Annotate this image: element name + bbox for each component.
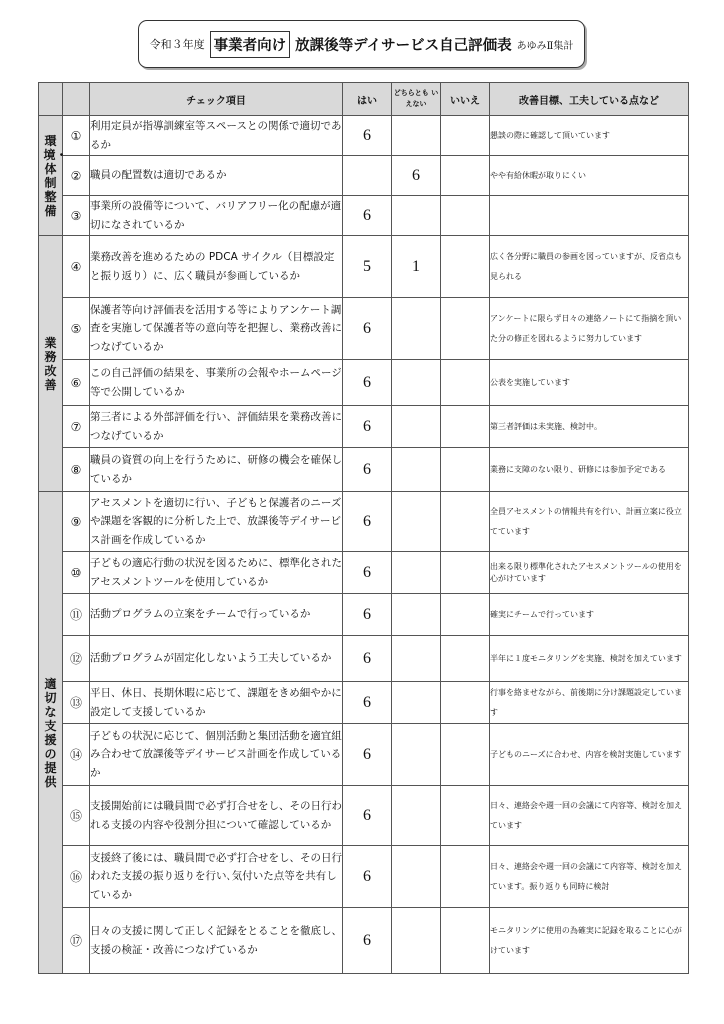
answer-yes: 6 (343, 492, 392, 552)
check-item: 職員の配置数は適切であるか (90, 156, 343, 196)
table-row (39, 406, 689, 448)
document-title (138, 20, 585, 68)
answer-no (441, 682, 490, 724)
row-number: ⑩ (63, 552, 90, 594)
check-item: 支援開始前には職員間で必ず打合せをし、その日行われる支援の内容や役割分担について確認しているか (90, 786, 343, 846)
check-item: アセスメントを適切に行い、子どもと保護者のニーズや課題を客観的に分析した上で、放課後等デイサービス計画を作成しているか (90, 492, 343, 552)
row-number: ⑮ (63, 786, 90, 846)
improvement-note: 行事を絡ませながら、前後期に分け課題設定しています (490, 682, 689, 724)
table-row (39, 156, 689, 196)
answer-neutral (392, 786, 441, 846)
improvement-note: 確実にチームで行っています (490, 594, 689, 636)
check-item: この自己評価の結果を、事業所の会報やホームページ等で公開しているか (90, 360, 343, 406)
improvement-note: 業務に支障のない限り、研修には参加予定である (490, 448, 689, 492)
row-number: ⑧ (63, 448, 90, 492)
answer-neutral (392, 298, 441, 360)
table-row (39, 786, 689, 846)
answer-yes: 6 (343, 196, 392, 236)
answer-no (441, 846, 490, 908)
title-audience: 事業者向け (210, 31, 291, 58)
improvement-note: 日々、連絡会や週一回の会議にて内容等、検討を加えています (490, 786, 689, 846)
answer-neutral (392, 406, 441, 448)
check-item: 平日、休日、長期休暇に応じて、課題をきめ細やかに設定して支援しているか (90, 682, 343, 724)
answer-yes: 6 (343, 636, 392, 682)
check-item: 利用定員が指導訓練室等スペースとの関係で適切であるか (90, 116, 343, 156)
answer-yes: 6 (343, 724, 392, 786)
check-item: 子どもの状況に応じて、個別活動と集団活動を適宜組み合わせて放課後等デイサービス計画を作成しているか (90, 724, 343, 786)
answer-yes: 6 (343, 908, 392, 974)
improvement-note: 広く各分野に職員の参画を図っていますが、反省点も見られる (490, 236, 689, 298)
row-number: ⑤ (63, 298, 90, 360)
answer-no (441, 406, 490, 448)
answer-no (441, 236, 490, 298)
answer-yes (343, 156, 392, 196)
answer-no (441, 552, 490, 594)
answer-no (441, 786, 490, 846)
row-number: ⑫ (63, 636, 90, 682)
title-tally: あゆみⅡ集計 (516, 40, 574, 52)
improvement-note: アンケートに限らず日々の連絡ノートにて指摘を頂いた分の修正を図れるように努力しています (490, 298, 689, 360)
header-neutral: どちらとも いえない (392, 83, 441, 116)
improvement-note: 第三者評価は未実施、検討中。 (490, 406, 689, 448)
row-number: ⑥ (63, 360, 90, 406)
improvement-note (490, 196, 689, 236)
answer-neutral: 1 (392, 236, 441, 298)
answer-no (441, 156, 490, 196)
check-item: 日々の支援に関して正しく記録をとることを徹底し、支援の検証・改善につなげているか (90, 908, 343, 974)
header-blank (39, 83, 63, 116)
row-number: ⑦ (63, 406, 90, 448)
answer-yes: 6 (343, 360, 392, 406)
row-number: ⑬ (63, 682, 90, 724)
table-row (39, 360, 689, 406)
answer-neutral (392, 846, 441, 908)
improvement-note: 全員アセスメントの情報共有を行い、計画立案に役立てています (490, 492, 689, 552)
row-number: ⑪ (63, 594, 90, 636)
row-number: ③ (63, 196, 90, 236)
table-row (39, 552, 689, 594)
answer-neutral (392, 552, 441, 594)
improvement-note: 日々、連絡会や週一回の会議にて内容等、検討を加えています。振り返りも同時に検討 (490, 846, 689, 908)
answer-neutral (392, 448, 441, 492)
category-environment: 環境・体制整備 (39, 116, 63, 236)
check-item: 活動プログラムの立案をチームで行っているか (90, 594, 343, 636)
row-number: ① (63, 116, 90, 156)
row-number: ④ (63, 236, 90, 298)
answer-neutral (392, 360, 441, 406)
table-row (39, 196, 689, 236)
answer-no (441, 492, 490, 552)
check-item: 保護者等向け評価表を活用する等によりアンケート調査を実施して保護者等の意向等を把握し、業務改善につなげているか (90, 298, 343, 360)
table-row (39, 846, 689, 908)
answer-no (441, 196, 490, 236)
answer-yes: 6 (343, 846, 392, 908)
table-row (39, 682, 689, 724)
check-item: 活動プログラムが固定化しないよう工夫しているか (90, 636, 343, 682)
row-number: ⑨ (63, 492, 90, 552)
table-row (39, 594, 689, 636)
answer-neutral (392, 116, 441, 156)
table-row (39, 492, 689, 552)
answer-yes: 6 (343, 116, 392, 156)
header-yes: はい (343, 83, 392, 116)
answer-neutral (392, 724, 441, 786)
evaluation-table (38, 82, 689, 974)
improvement-note: やや有給休暇が取りにくい (490, 156, 689, 196)
header-note: 改善目標、工夫している点など (490, 83, 689, 116)
answer-no (441, 594, 490, 636)
improvement-note: 半年に１度モニタリングを実施、検討を加えています (490, 636, 689, 682)
answer-neutral (392, 492, 441, 552)
table-row (39, 236, 689, 298)
improvement-note: 子どものニーズに合わせ、内容を検討実施しています (490, 724, 689, 786)
answer-no (441, 636, 490, 682)
answer-no (441, 724, 490, 786)
row-number: ⑭ (63, 724, 90, 786)
table-row (39, 116, 689, 156)
answer-yes: 6 (343, 298, 392, 360)
row-number: ⑯ (63, 846, 90, 908)
table-row (39, 724, 689, 786)
header-no: いいえ (441, 83, 490, 116)
title-name: 放課後等デイサービス自己評価表 (295, 37, 512, 54)
answer-yes: 6 (343, 406, 392, 448)
improvement-note: 懇談の際に確認して頂いています (490, 116, 689, 156)
answer-yes: 5 (343, 236, 392, 298)
table-row (39, 298, 689, 360)
answer-neutral (392, 908, 441, 974)
check-item: 第三者による外部評価を行い、評価結果を業務改善につなげているか (90, 406, 343, 448)
answer-yes: 6 (343, 682, 392, 724)
check-item: 支援終了後には、職員間で必ず打合せをし、その日行われた支援の振り返りを行い､気付いた点等を共有しているか (90, 846, 343, 908)
answer-yes: 6 (343, 594, 392, 636)
answer-neutral (392, 636, 441, 682)
answer-neutral (392, 594, 441, 636)
answer-no (441, 360, 490, 406)
improvement-note: モニタリングに使用の為確実に記録を取ることに心がけています (490, 908, 689, 974)
answer-neutral: 6 (392, 156, 441, 196)
answer-yes: 6 (343, 552, 392, 594)
header-item: チェック項目 (90, 83, 343, 116)
answer-yes: 6 (343, 448, 392, 492)
check-item: 子どもの適応行動の状況を図るために、標準化されたアセスメントツールを使用しているか (90, 552, 343, 594)
table-row (39, 636, 689, 682)
answer-no (441, 298, 490, 360)
check-item: 業務改善を進めるための PDCA サイクル（目標設定と振り返り）に、広く職員が参画しているか (90, 236, 343, 298)
answer-neutral (392, 682, 441, 724)
title-year: 令和３年度 (149, 38, 205, 51)
category-business-improvement: 業務改善 (39, 236, 63, 492)
table-header-row (39, 83, 689, 116)
improvement-note: 公表を実施しています (490, 360, 689, 406)
check-item: 事業所の設備等について、バリアフリー化の配慮が適切になされているか (90, 196, 343, 236)
answer-no (441, 116, 490, 156)
row-number: ⑰ (63, 908, 90, 974)
row-number: ② (63, 156, 90, 196)
answer-no (441, 908, 490, 974)
answer-neutral (392, 196, 441, 236)
improvement-note: 出来る限り標準化されたアセスメントツールの使用を心がけています (490, 552, 689, 594)
answer-yes: 6 (343, 786, 392, 846)
answer-no (441, 448, 490, 492)
table-row (39, 908, 689, 974)
header-blank (63, 83, 90, 116)
category-appropriate-support: 適切な支援の提供 (39, 492, 63, 974)
table-row (39, 448, 689, 492)
check-item: 職員の資質の向上を行うために、研修の機会を確保しているか (90, 448, 343, 492)
